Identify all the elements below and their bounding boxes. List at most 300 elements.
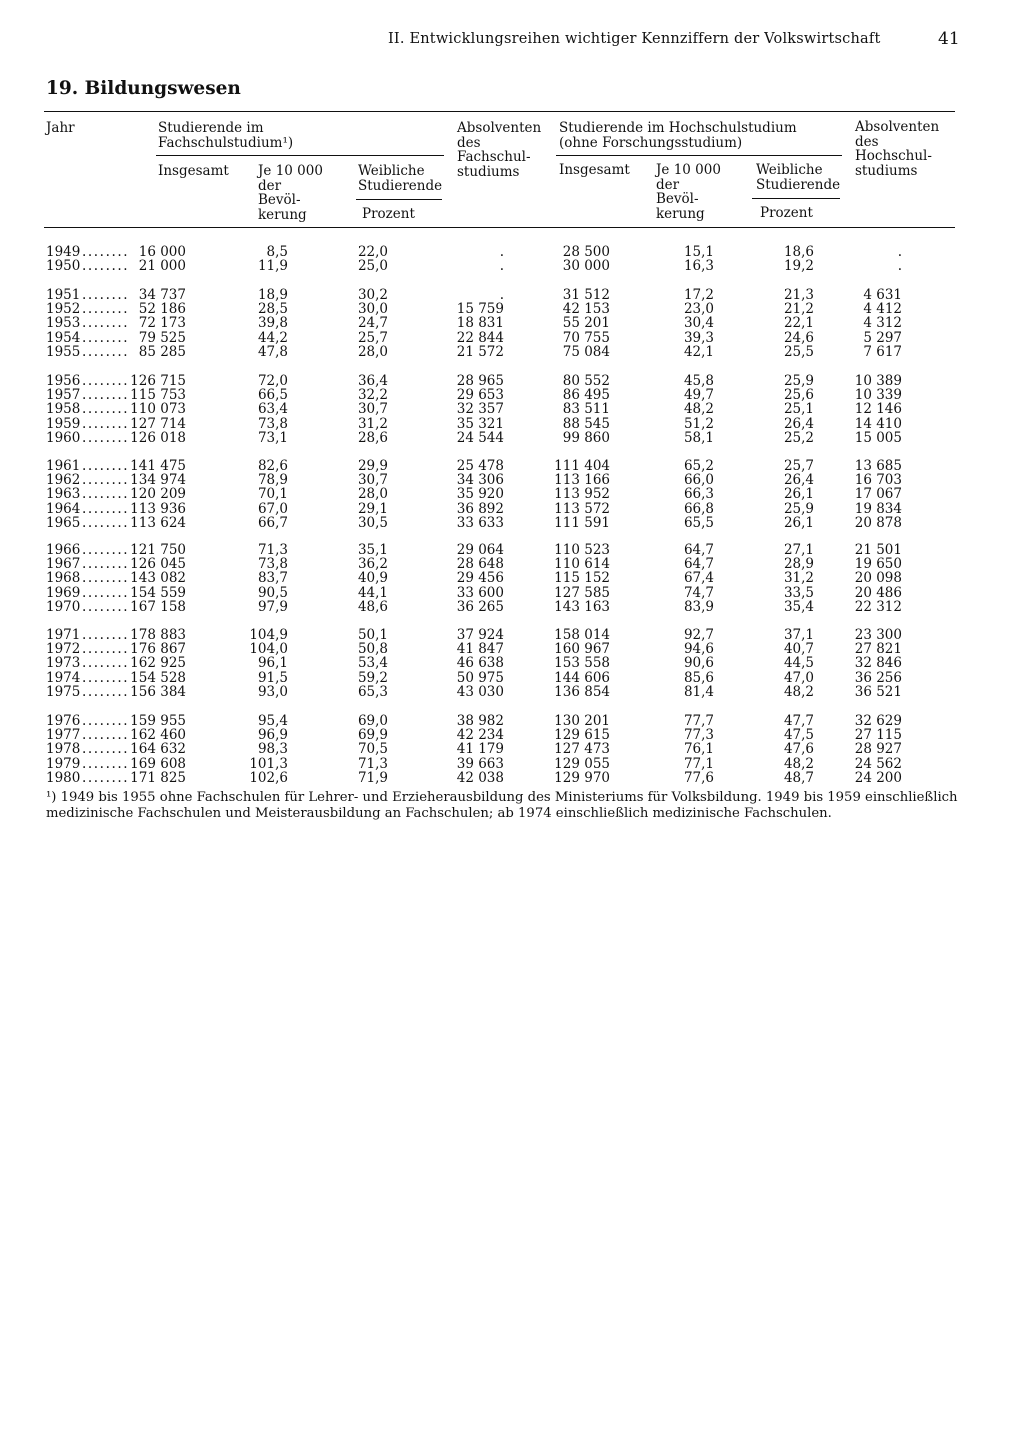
header-fach-je-10000: Je 10 000 der Bevöl- kerung [258,163,323,223]
header-jahr: Jahr [46,120,75,136]
cell-hoch-weibliche: 24,6 [783,329,814,346]
cell-absolventen-hoch: 4 631 [863,287,902,303]
cell-fach-weibliche: 35,1 [357,542,388,558]
cell-hoch-weibliche: 44,5 [783,655,814,672]
cell-hoch-weibliche: 27,1 [783,542,814,558]
cell-hoch-insgesamt: 113 166 [554,472,610,489]
cell-fach-je-10000: 18,9 [257,287,288,303]
cell-hoch-insgesamt: 129 055 [554,755,610,772]
cell-fach-insgesamt: 169 608 [130,755,186,772]
cell-hoch-insgesamt: 99 860 [562,429,610,446]
cell-absolventen-hoch: 10 339 [854,387,902,404]
cell-hoch-je-10000: 42,1 [683,343,714,360]
cell-hoch-insgesamt: 136 854 [554,683,610,700]
cell-hoch-je-10000: 85,6 [683,669,714,686]
cell-absolventen-fach: 32 357 [456,401,504,418]
cell-jahr: 1964 [46,500,81,517]
cell-jahr: 1980 [46,769,81,786]
cell-hoch-insgesamt: 28 500 [562,244,610,260]
cell-fach-je-10000: 102,6 [249,769,288,786]
table-row [44,586,964,600]
cell-fach-je-10000: 90,5 [257,584,288,601]
cell-fach-je-10000: 70,1 [257,486,288,503]
cell-absolventen-fach: 41 179 [456,741,504,758]
cell-hoch-je-10000: 66,3 [683,486,714,503]
header-fach-prozent: Prozent [362,206,415,222]
leader-dots: ........ [82,556,130,573]
cell-fach-weibliche: 29,9 [357,458,388,474]
cell-absolventen-hoch: 27 821 [854,641,902,658]
cell-absolventen-hoch: 22 312 [854,598,902,615]
cell-absolventen-fach: 36 892 [456,500,504,517]
cell-fach-weibliche: 50,8 [357,641,388,658]
cell-hoch-insgesamt: 111 404 [554,458,610,474]
table-row [44,245,964,259]
leader-dots: ........ [82,244,130,260]
table-row [44,487,964,501]
running-header: II. Entwicklungsreihen wichtiger Kennziffern der Volkswirtschaft [388,31,881,47]
cell-hoch-weibliche: 26,1 [783,514,814,531]
cell-fach-weibliche: 69,0 [357,713,388,729]
cell-hoch-je-10000: 30,4 [683,315,714,332]
cell-hoch-je-10000: 15,1 [683,244,714,260]
cell-fach-je-10000: 73,1 [257,429,288,446]
cell-fach-je-10000: 93,0 [257,683,288,700]
cell-hoch-weibliche: 25,6 [783,387,814,404]
cell-hoch-insgesamt: 88 545 [562,415,610,432]
cell-hoch-je-10000: 65,5 [683,514,714,531]
subheader-underline-hoch [752,198,840,199]
cell-absolventen-hoch: 5 297 [863,329,902,346]
cell-fach-je-10000: 28,5 [257,301,288,318]
cell-absolventen-fach: 42 234 [456,727,504,744]
cell-fach-insgesamt: 178 883 [130,627,186,643]
cell-fach-insgesamt: 79 525 [138,329,186,346]
cell-absolventen-hoch: 23 300 [854,627,902,643]
cell-absolventen-hoch: 13 685 [854,458,902,474]
cell-absolventen-fach: 28 965 [456,373,504,389]
table-row [44,642,964,656]
cell-fach-je-10000: 95,4 [257,713,288,729]
cell-fach-je-10000: 96,9 [257,727,288,744]
cell-fach-insgesamt: 85 285 [138,343,186,360]
cell-absolventen-fach: . [499,287,504,303]
cell-hoch-insgesamt: 86 495 [562,387,610,404]
cell-fach-insgesamt: 176 867 [130,641,186,658]
cell-absolventen-hoch: 20 486 [854,584,902,601]
cell-fach-insgesamt: 16 000 [138,244,186,260]
cell-hoch-weibliche: 48,7 [783,769,814,786]
cell-fach-weibliche: 69,9 [357,727,388,744]
cell-jahr: 1950 [46,258,81,275]
cell-hoch-weibliche: 25,9 [783,373,814,389]
cell-fach-insgesamt: 126 045 [130,556,186,573]
cell-fach-je-10000: 73,8 [257,556,288,573]
leader-dots: ........ [82,301,130,318]
cell-fach-insgesamt: 127 714 [130,415,186,432]
cell-hoch-insgesamt: 80 552 [562,373,610,389]
leader-dots: ........ [82,287,130,303]
cell-fach-je-10000: 66,7 [257,514,288,531]
cell-absolventen-fach: 36 265 [456,598,504,615]
cell-fach-weibliche: 28,0 [357,486,388,503]
cell-absolventen-fach: 15 759 [456,301,504,318]
cell-jahr: 1959 [46,415,81,432]
cell-jahr: 1975 [46,683,81,700]
leader-dots: ........ [82,258,130,275]
leader-dots: ........ [82,669,130,686]
cell-absolventen-fach: 39 663 [456,755,504,772]
cell-absolventen-fach: 18 831 [456,315,504,332]
header-hoch-insgesamt: Insgesamt [559,162,630,178]
cell-fach-insgesamt: 21 000 [138,258,186,275]
cell-jahr: 1962 [46,472,81,489]
cell-fach-insgesamt: 156 384 [130,683,186,700]
cell-fach-insgesamt: 171 825 [130,769,186,786]
cell-absolventen-fach: 24 544 [456,429,504,446]
cell-hoch-insgesamt: 115 152 [554,570,610,587]
cell-hoch-je-10000: 83,9 [683,598,714,615]
cell-hoch-weibliche: 28,9 [783,556,814,573]
table-row [44,302,964,316]
cell-hoch-weibliche: 47,6 [783,741,814,758]
cell-absolventen-fach: 33 600 [456,584,504,601]
cell-hoch-je-10000: 39,3 [683,329,714,346]
cell-hoch-weibliche: 31,2 [783,570,814,587]
cell-absolventen-fach: 50 975 [456,669,504,686]
header-hoch-weibliche: Weibliche Studierende [756,162,841,193]
cell-absolventen-fach: 28 648 [456,556,504,573]
cell-jahr: 1969 [46,584,81,601]
cell-absolventen-hoch: 16 703 [854,472,902,489]
cell-hoch-insgesamt: 144 606 [554,669,610,686]
cell-absolventen-hoch: 20 098 [854,570,902,587]
table-row [44,757,964,771]
cell-jahr: 1973 [46,655,81,672]
cell-absolventen-hoch: 17 067 [854,486,902,503]
cell-fach-weibliche: 30,0 [357,301,388,318]
cell-fach-weibliche: 59,2 [357,669,388,686]
cell-hoch-je-10000: 66,0 [683,472,714,489]
cell-fach-weibliche: 28,6 [357,429,388,446]
cell-jahr: 1967 [46,556,81,573]
cell-jahr: 1961 [46,458,81,474]
cell-hoch-je-10000: 48,2 [683,401,714,418]
cell-hoch-insgesamt: 31 512 [562,287,610,303]
cell-fach-je-10000: 97,9 [257,598,288,615]
cell-hoch-insgesamt: 143 163 [554,598,610,615]
cell-jahr: 1974 [46,669,81,686]
leader-dots: ........ [82,500,130,517]
header-hochschul-group: Studierende im Hochschulstudium (ohne Forschungsstudium) [559,120,797,151]
leader-dots: ........ [82,329,130,346]
cell-fach-je-10000: 83,7 [257,570,288,587]
cell-jahr: 1968 [46,570,81,587]
cell-hoch-weibliche: 47,5 [783,727,814,744]
cell-hoch-weibliche: 19,2 [783,258,814,275]
cell-fach-je-10000: 63,4 [257,401,288,418]
leader-dots: ........ [82,641,130,658]
cell-hoch-je-10000: 76,1 [683,741,714,758]
cell-fach-weibliche: 36,2 [357,556,388,573]
table-row [44,345,964,359]
cell-fach-insgesamt: 126 715 [130,373,186,389]
cell-fach-je-10000: 91,5 [257,669,288,686]
cell-hoch-insgesamt: 55 201 [562,315,610,332]
cell-fach-insgesamt: 162 460 [130,727,186,744]
cell-fach-je-10000: 101,3 [249,755,288,772]
cell-hoch-weibliche: 48,2 [783,755,814,772]
group-underline-fach [156,155,444,156]
cell-absolventen-hoch: 28 927 [854,741,902,758]
cell-fach-insgesamt: 164 632 [130,741,186,758]
table-row [44,417,964,431]
cell-hoch-je-10000: 16,3 [683,258,714,275]
table-row [44,600,964,614]
cell-hoch-insgesamt: 127 473 [554,741,610,758]
cell-hoch-je-10000: 77,6 [683,769,714,786]
cell-hoch-weibliche: 48,2 [783,683,814,700]
cell-hoch-je-10000: 65,2 [683,458,714,474]
cell-absolventen-fach: 35 920 [456,486,504,503]
cell-jahr: 1965 [46,514,81,531]
header-absolventen-hochschul: Absolventen des Hochschul- studiums [855,119,940,179]
cell-fach-je-10000: 8,5 [266,244,288,260]
cell-fach-weibliche: 29,1 [357,500,388,517]
table-row [44,402,964,416]
cell-jahr: 1976 [46,713,81,729]
cell-fach-insgesamt: 110 073 [130,401,186,418]
cell-fach-je-10000: 96,1 [257,655,288,672]
leader-dots: ........ [82,727,130,744]
cell-hoch-insgesamt: 83 511 [562,401,610,418]
cell-absolventen-hoch: 12 146 [854,401,902,418]
cell-hoch-insgesamt: 113 572 [554,500,610,517]
table-row [44,714,964,728]
cell-jahr: 1956 [46,373,81,389]
cell-absolventen-hoch: 10 389 [854,373,902,389]
cell-hoch-je-10000: 51,2 [683,415,714,432]
cell-absolventen-fach: 42 038 [456,769,504,786]
cell-absolventen-hoch: 24 562 [854,755,902,772]
header-absolventen-fachschul: Absolventen des Fachschul- studiums [457,120,542,180]
cell-hoch-je-10000: 64,7 [683,542,714,558]
leader-dots: ........ [82,683,130,700]
leader-dots: ........ [82,713,130,729]
cell-fach-je-10000: 104,0 [249,641,288,658]
cell-hoch-insgesamt: 30 000 [562,258,610,275]
cell-fach-je-10000: 98,3 [257,741,288,758]
header-bottom-rule [44,227,955,228]
cell-fach-je-10000: 82,6 [257,458,288,474]
cell-hoch-insgesamt: 75 084 [562,343,610,360]
table-row [44,316,964,330]
leader-dots: ........ [82,598,130,615]
cell-fach-weibliche: 36,4 [357,373,388,389]
cell-jahr: 1979 [46,755,81,772]
cell-hoch-je-10000: 77,1 [683,755,714,772]
leader-dots: ........ [82,542,130,558]
cell-fach-insgesamt: 141 475 [130,458,186,474]
cell-jahr: 1978 [46,741,81,758]
cell-absolventen-hoch: 27 115 [854,727,902,744]
cell-absolventen-fach: 41 847 [456,641,504,658]
cell-jahr: 1949 [46,244,81,260]
cell-fach-insgesamt: 134 974 [130,472,186,489]
cell-fach-insgesamt: 154 528 [130,669,186,686]
cell-fach-insgesamt: 72 173 [138,315,186,332]
cell-hoch-insgesamt: 111 591 [554,514,610,531]
cell-hoch-insgesamt: 70 755 [562,329,610,346]
cell-fach-insgesamt: 113 624 [130,514,186,531]
cell-hoch-weibliche: 25,1 [783,401,814,418]
cell-jahr: 1953 [46,315,81,332]
leader-dots: ........ [82,570,130,587]
cell-hoch-insgesamt: 130 201 [554,713,610,729]
cell-absolventen-fach: 29 064 [456,542,504,558]
table-row [44,331,964,345]
cell-fach-weibliche: 40,9 [357,570,388,587]
cell-hoch-insgesamt: 153 558 [554,655,610,672]
group-underline-hoch [556,155,842,156]
cell-jahr: 1958 [46,401,81,418]
cell-absolventen-fach: 35 321 [456,415,504,432]
cell-hoch-weibliche: 21,3 [783,287,814,303]
cell-absolventen-fach: 34 306 [456,472,504,489]
cell-hoch-je-10000: 23,0 [683,301,714,318]
cell-fach-je-10000: 66,5 [257,387,288,404]
leader-dots: ........ [82,315,130,332]
cell-absolventen-fach: 37 924 [456,627,504,643]
cell-absolventen-hoch: 4 412 [863,301,902,318]
table-title: 19. Bildungswesen [46,78,241,99]
cell-absolventen-fach: 46 638 [456,655,504,672]
cell-hoch-insgesamt: 158 014 [554,627,610,643]
cell-fach-insgesamt: 52 186 [138,301,186,318]
cell-hoch-insgesamt: 127 585 [554,584,610,601]
cell-fach-je-10000: 71,3 [257,542,288,558]
cell-jahr: 1963 [46,486,81,503]
cell-hoch-je-10000: 92,7 [683,627,714,643]
header-hoch-je-10000: Je 10 000 der Bevöl- kerung [656,162,721,222]
table-row [44,259,964,273]
cell-fach-weibliche: 24,7 [357,315,388,332]
cell-fach-weibliche: 65,3 [357,683,388,700]
cell-fach-insgesamt: 121 750 [130,542,186,558]
cell-hoch-je-10000: 94,6 [683,641,714,658]
cell-hoch-je-10000: 81,4 [683,683,714,700]
cell-hoch-je-10000: 74,7 [683,584,714,601]
leader-dots: ........ [82,387,130,404]
leader-dots: ........ [82,741,130,758]
cell-hoch-insgesamt: 160 967 [554,641,610,658]
cell-absolventen-hoch: 20 878 [854,514,902,531]
cell-fach-weibliche: 70,5 [357,741,388,758]
cell-hoch-insgesamt: 42 153 [562,301,610,318]
table-row [44,571,964,585]
cell-jahr: 1972 [46,641,81,658]
cell-jahr: 1971 [46,627,81,643]
cell-absolventen-fach: 29 456 [456,570,504,587]
cell-fach-weibliche: 25,0 [357,258,388,275]
cell-hoch-insgesamt: 113 952 [554,486,610,503]
top-rule [44,111,955,112]
cell-hoch-weibliche: 26,4 [783,415,814,432]
cell-fach-weibliche: 28,0 [357,343,388,360]
cell-absolventen-fach: 33 633 [456,514,504,531]
cell-absolventen-hoch: 7 617 [863,343,902,360]
cell-fach-je-10000: 72,0 [257,373,288,389]
cell-absolventen-fach: . [499,244,504,260]
table-row [44,628,964,642]
cell-fach-weibliche: 48,6 [357,598,388,615]
leader-dots: ........ [82,486,130,503]
header-fach-weibliche: Weibliche Studierende [358,163,443,194]
table-row [44,388,964,402]
cell-hoch-weibliche: 26,4 [783,472,814,489]
leader-dots: ........ [82,755,130,772]
cell-hoch-je-10000: 77,3 [683,727,714,744]
cell-hoch-weibliche: 37,1 [783,627,814,643]
cell-fach-weibliche: 22,0 [357,244,388,260]
cell-fach-weibliche: 25,7 [357,329,388,346]
cell-hoch-je-10000: 17,2 [683,287,714,303]
cell-hoch-insgesamt: 110 614 [554,556,610,573]
cell-hoch-je-10000: 67,4 [683,570,714,587]
cell-hoch-je-10000: 45,8 [683,373,714,389]
cell-jahr: 1957 [46,387,81,404]
cell-hoch-weibliche: 18,6 [783,244,814,260]
subheader-underline-fach [356,199,442,200]
table-row [44,516,964,530]
cell-hoch-weibliche: 25,9 [783,500,814,517]
leader-dots: ........ [82,373,130,389]
cell-absolventen-hoch: . [897,258,902,275]
leader-dots: ........ [82,415,130,432]
cell-absolventen-hoch: 19 834 [854,500,902,517]
cell-fach-weibliche: 32,2 [357,387,388,404]
cell-jahr: 1966 [46,542,81,558]
cell-absolventen-hoch: 32 846 [854,655,902,672]
table-row [44,502,964,516]
cell-hoch-je-10000: 66,8 [683,500,714,517]
table-row [44,473,964,487]
cell-fach-insgesamt: 167 158 [130,598,186,615]
cell-hoch-weibliche: 25,5 [783,343,814,360]
cell-hoch-je-10000: 49,7 [683,387,714,404]
cell-fach-weibliche: 53,4 [357,655,388,672]
cell-hoch-weibliche: 33,5 [783,584,814,601]
cell-fach-weibliche: 30,2 [357,287,388,303]
cell-fach-insgesamt: 159 955 [130,713,186,729]
cell-fach-insgesamt: 113 936 [130,500,186,517]
cell-fach-je-10000: 39,8 [257,315,288,332]
cell-fach-je-10000: 78,9 [257,472,288,489]
cell-fach-weibliche: 30,5 [357,514,388,531]
cell-fach-insgesamt: 162 925 [130,655,186,672]
cell-absolventen-hoch: 21 501 [854,542,902,558]
cell-absolventen-fach: . [499,258,504,275]
cell-absolventen-fach: 43 030 [456,683,504,700]
cell-fach-je-10000: 47,8 [257,343,288,360]
cell-jahr: 1952 [46,301,81,318]
cell-hoch-weibliche: 47,7 [783,713,814,729]
cell-hoch-weibliche: 25,7 [783,458,814,474]
cell-hoch-je-10000: 77,7 [683,713,714,729]
cell-absolventen-fach: 22 844 [456,329,504,346]
table-row [44,728,964,742]
cell-absolventen-fach: 29 653 [456,387,504,404]
